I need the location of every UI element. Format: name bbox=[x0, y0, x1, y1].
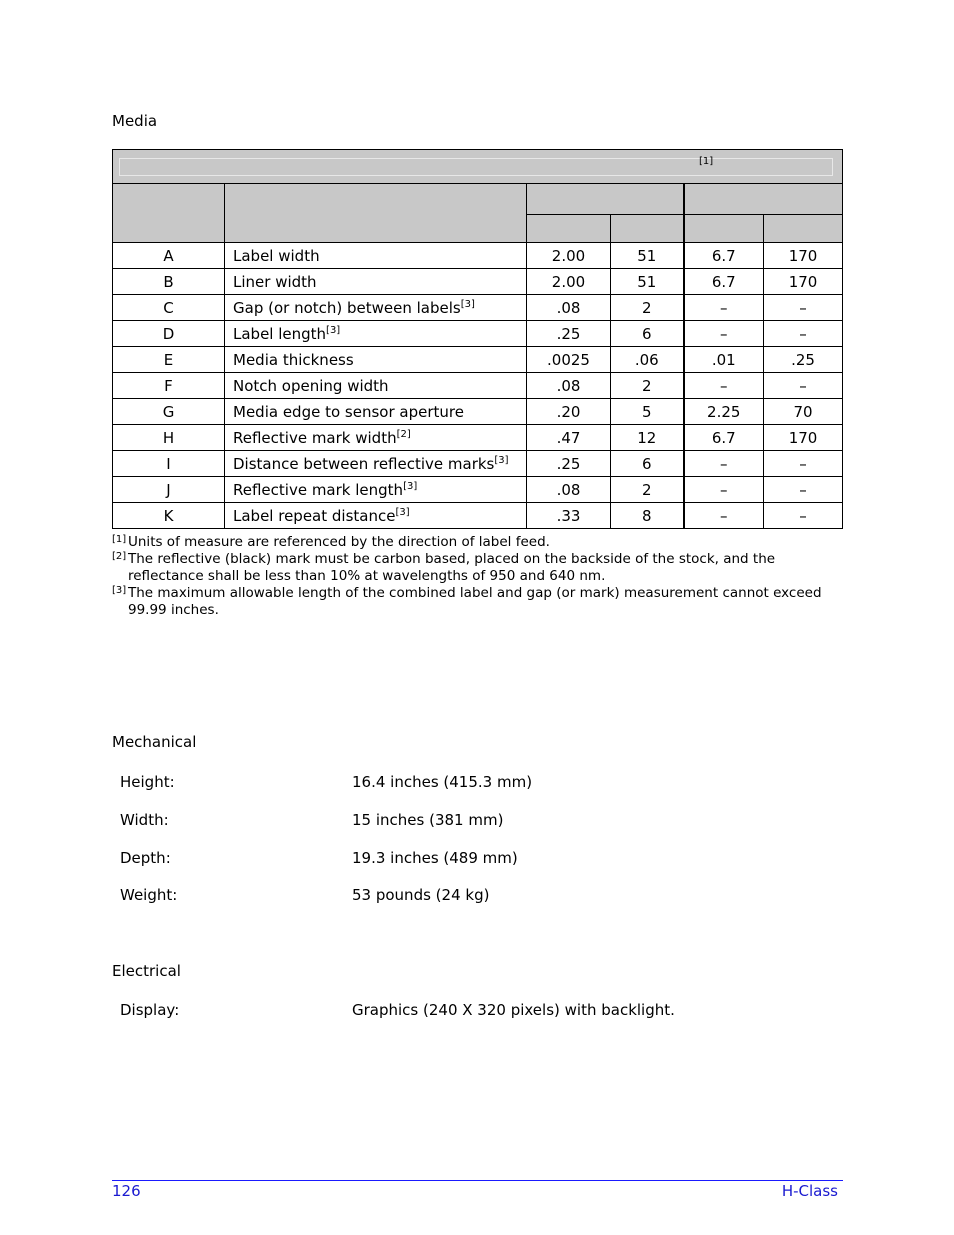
table-header-title bbox=[113, 150, 843, 184]
row-max-mm: – bbox=[764, 295, 843, 321]
row-description: Media thickness bbox=[225, 347, 527, 373]
row-min-inches: .08 bbox=[527, 477, 611, 503]
row-description: Reflective mark width[2] bbox=[225, 425, 527, 451]
header-cell-inches bbox=[527, 215, 611, 243]
table-header-row bbox=[113, 150, 843, 184]
header-cell-maximum bbox=[684, 184, 843, 215]
row-letter: H bbox=[113, 425, 225, 451]
footnotes bbox=[112, 534, 842, 619]
header-cell-letter bbox=[113, 184, 225, 243]
row-max-mm: – bbox=[764, 321, 843, 347]
row-min-inches: 2.00 bbox=[527, 269, 611, 295]
table-row bbox=[113, 269, 843, 295]
row-min-mm: 51 bbox=[611, 269, 684, 295]
row-min-inches: 2.00 bbox=[527, 243, 611, 269]
table-row bbox=[113, 399, 843, 425]
footnote-ref: [3] bbox=[395, 506, 410, 518]
footnote-ref: [2] bbox=[396, 428, 411, 440]
row-description: Notch opening width bbox=[225, 373, 527, 399]
electrical-section-title: Electrical bbox=[112, 962, 181, 980]
row-letter: G bbox=[113, 399, 225, 425]
row-max-inches: – bbox=[684, 321, 764, 347]
table-row bbox=[113, 347, 843, 373]
footer-rule bbox=[112, 1180, 843, 1181]
row-max-inches: – bbox=[684, 295, 764, 321]
row-min-mm: 12 bbox=[611, 425, 684, 451]
footnote: [2] The reflective (black) mark must be carbon based, placed on the backside of the stock, and the reflectance shall be less than 10% at wavelengths of 950 and 640 nm. bbox=[112, 551, 776, 584]
row-letter: K bbox=[113, 503, 225, 529]
table-header-row bbox=[113, 184, 843, 215]
row-max-mm: 170 bbox=[764, 269, 843, 295]
footnote-ref: [3] bbox=[326, 324, 341, 336]
row-min-inches: .0025 bbox=[527, 347, 611, 373]
row-min-inches: .33 bbox=[527, 503, 611, 529]
table-row bbox=[113, 373, 843, 399]
row-description: Label length[3] bbox=[225, 321, 527, 347]
header-cell-minimum bbox=[527, 184, 684, 215]
footnote-ref: [3] bbox=[494, 454, 509, 466]
header-cell-description bbox=[225, 184, 527, 243]
header-cell-mm bbox=[764, 215, 843, 243]
header-cell-inches bbox=[684, 215, 764, 243]
row-min-inches: .08 bbox=[527, 373, 611, 399]
row-min-mm: 2 bbox=[611, 373, 684, 399]
row-max-inches: 6.7 bbox=[684, 269, 764, 295]
row-min-mm: .06 bbox=[611, 347, 684, 373]
row-letter: B bbox=[113, 269, 225, 295]
row-letter: A bbox=[113, 243, 225, 269]
document-name: H-Class bbox=[781, 1182, 838, 1200]
row-description: Distance between reflective marks[3] bbox=[225, 451, 527, 477]
table-row bbox=[113, 243, 843, 269]
row-min-mm: 6 bbox=[611, 451, 684, 477]
page-number: 126 bbox=[112, 1182, 141, 1200]
row-max-inches: 6.7 bbox=[684, 243, 764, 269]
row-max-inches: .01 bbox=[684, 347, 764, 373]
footnote: [1] Units of measure are referenced by the direction of label feed. bbox=[112, 534, 550, 550]
table-row bbox=[113, 425, 843, 451]
row-min-inches: .25 bbox=[527, 451, 611, 477]
row-letter: E bbox=[113, 347, 225, 373]
row-letter: F bbox=[113, 373, 225, 399]
row-min-mm: 51 bbox=[611, 243, 684, 269]
row-max-mm: 170 bbox=[764, 243, 843, 269]
row-max-mm: – bbox=[764, 477, 843, 503]
footnote-ref: [3] bbox=[403, 480, 418, 492]
row-min-mm: 8 bbox=[611, 503, 684, 529]
row-max-inches: 6.7 bbox=[684, 425, 764, 451]
row-min-mm: 2 bbox=[611, 477, 684, 503]
header-footnote-ref: [1] bbox=[699, 156, 714, 167]
row-min-mm: 5 bbox=[611, 399, 684, 425]
media-section-title: Media bbox=[112, 112, 158, 130]
table-row bbox=[113, 321, 843, 347]
row-max-inches: – bbox=[684, 477, 764, 503]
row-description: Media edge to sensor aperture bbox=[225, 399, 527, 425]
row-max-mm: – bbox=[764, 503, 843, 529]
footnote: [3] The maximum allowable length of the combined label and gap (or mark) measurement cannot exceed 99.99 inches. bbox=[112, 585, 822, 618]
mechanical-section-title: Mechanical bbox=[112, 733, 197, 751]
row-max-mm: – bbox=[764, 451, 843, 477]
row-min-inches: .25 bbox=[527, 321, 611, 347]
row-max-mm: 70 bbox=[764, 399, 843, 425]
table-row bbox=[113, 295, 843, 321]
row-max-inches: 2.25 bbox=[684, 399, 764, 425]
row-max-mm: 170 bbox=[764, 425, 843, 451]
row-min-inches: .47 bbox=[527, 425, 611, 451]
row-description: Label width bbox=[225, 243, 527, 269]
row-min-inches: .20 bbox=[527, 399, 611, 425]
row-max-mm: – bbox=[764, 373, 843, 399]
row-letter: D bbox=[113, 321, 225, 347]
row-description: Gap (or notch) between labels[3] bbox=[225, 295, 527, 321]
row-min-mm: 2 bbox=[611, 295, 684, 321]
row-max-inches: – bbox=[684, 451, 764, 477]
row-letter: C bbox=[113, 295, 225, 321]
table-row bbox=[113, 503, 843, 529]
row-min-mm: 6 bbox=[611, 321, 684, 347]
row-description: Liner width bbox=[225, 269, 527, 295]
row-letter: I bbox=[113, 451, 225, 477]
table-row bbox=[113, 451, 843, 477]
row-max-inches: – bbox=[684, 373, 764, 399]
row-max-mm: .25 bbox=[764, 347, 843, 373]
media-table bbox=[112, 149, 843, 529]
row-letter: J bbox=[113, 477, 225, 503]
row-max-inches: – bbox=[684, 503, 764, 529]
row-description: Reflective mark length[3] bbox=[225, 477, 527, 503]
header-cell-mm bbox=[611, 215, 684, 243]
table-row bbox=[113, 477, 843, 503]
row-min-inches: .08 bbox=[527, 295, 611, 321]
row-description: Label repeat distance[3] bbox=[225, 503, 527, 529]
footnote-ref: [3] bbox=[460, 298, 475, 310]
